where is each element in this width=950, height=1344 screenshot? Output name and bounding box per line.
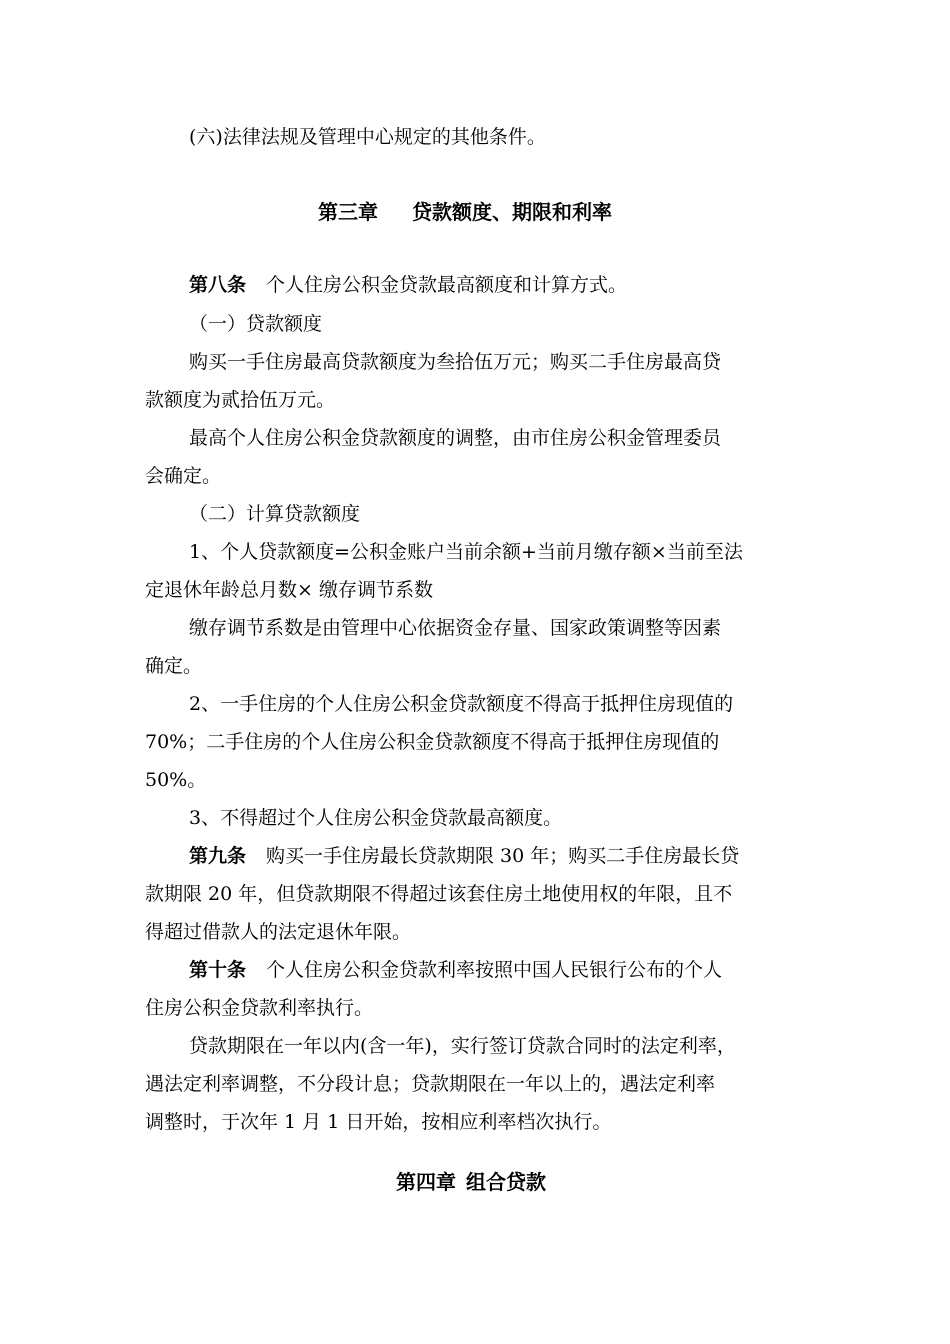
chapter-3-heading	[318, 202, 612, 222]
article-10-line2: 住房公积金贷款利率执行。	[145, 997, 374, 1019]
article-10-p2-line3: 调整时，于次年 1 月 1 日开始，按相应利率档次执行。	[145, 1111, 612, 1133]
article-8-f2-line2: 确定。	[145, 655, 203, 677]
article-8-p2-line1: 最高个人住房公积金贷款额度的调整，由市住房公积金管理委员	[189, 427, 722, 449]
article-8-f3-line3: 50%。	[145, 769, 207, 791]
article-8-f4-line1: 3、不得超过个人住房公积金贷款最高额度。	[189, 807, 563, 829]
chapter-4-heading	[396, 1172, 546, 1192]
article-8-text: 个人住房公积金贷款最高额度和计算方式。	[266, 274, 628, 296]
article-8-f3-line2: 70%；二手住房的个人住房公积金贷款额度不得高于抵押住房现值的	[145, 731, 720, 753]
article-8-f1-line1: 1、个人贷款额度=公积金账户当前余额+当前月缴存额×当前至法	[189, 541, 743, 563]
article-8-f1-line2: 定退休年龄总月数× 缴存调节系数	[145, 579, 433, 601]
article-9-line2: 款期限 20 年，但贷款期限不得超过该套住房土地使用权的年限，且不	[145, 883, 733, 905]
article-8-p2-line2: 会确定。	[145, 465, 222, 487]
article-8-heading	[189, 276, 627, 295]
article-8-label: 第八条	[189, 274, 247, 296]
article-10-line1-row	[189, 961, 722, 980]
chapter-3-number: 第三章	[318, 200, 378, 224]
article-10-p2-line1: 贷款期限在一年以内(含一年)，实行签订贷款合同时的法定利率，	[189, 1035, 736, 1057]
article-8-p1-line2: 款额度为贰拾伍万元。	[145, 389, 336, 411]
article-10-line1: 个人住房公积金贷款利率按照中国人民银行公布的个人	[266, 959, 723, 981]
clause-other-conditions: (六)法律法规及管理中心规定的其他条件。	[189, 126, 546, 148]
article-9-line1-row	[189, 847, 739, 866]
chapter-4-number: 第四章	[396, 1170, 456, 1194]
article-9-line3: 得超过借款人的法定退休年限。	[145, 921, 412, 943]
article-8-f3-line1: 2、一手住房的个人住房公积金贷款额度不得高于抵押住房现值的	[189, 693, 734, 715]
article-10-label: 第十条	[189, 959, 247, 981]
article-8-f2-line1: 缴存调节系数是由管理中心依据资金存量、国家政策调整等因素	[189, 617, 722, 639]
article-8-sub2-label: （二）计算贷款额度	[189, 503, 361, 525]
article-9-line1: 购买一手住房最长贷款期限 30 年；购买二手住房最长贷	[266, 845, 740, 867]
article-8-p1-line1: 购买一手住房最高贷款额度为叁拾伍万元；购买二手住房最高贷	[189, 351, 722, 373]
chapter-3-title: 贷款额度、期限和利率	[412, 200, 612, 224]
chapter-4-title: 组合贷款	[466, 1170, 546, 1194]
article-9-label: 第九条	[189, 845, 247, 867]
article-10-p2-line2: 遇法定利率调整，不分段计息；贷款期限在一年以上的，遇法定利率	[145, 1073, 716, 1095]
article-8-sub1-label: （一）贷款额度	[189, 313, 323, 335]
